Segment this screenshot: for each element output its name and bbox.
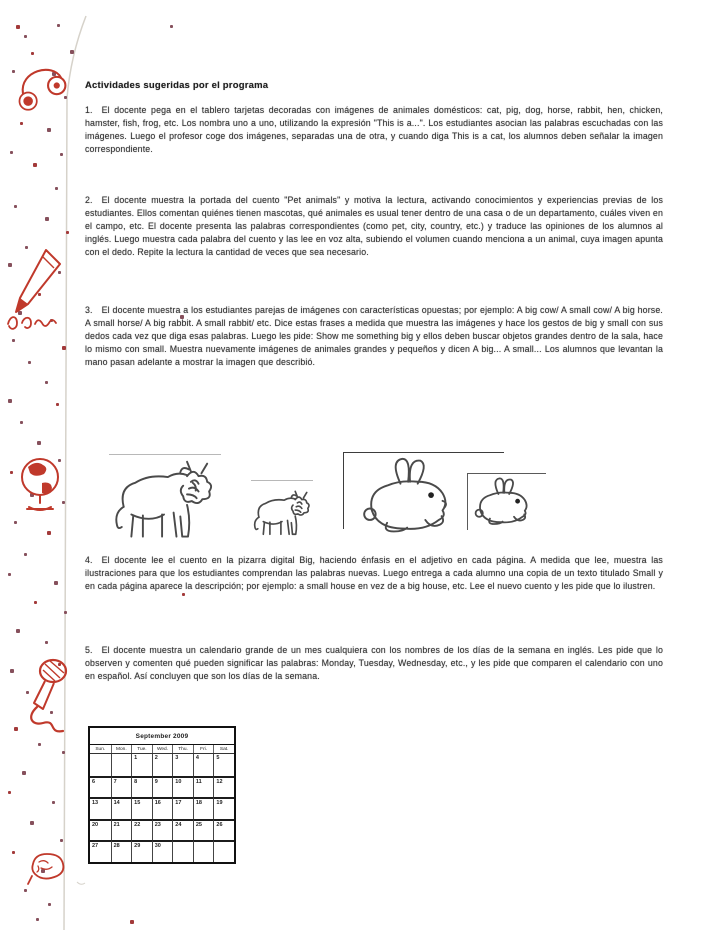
calendar-cell: 18 (193, 797, 214, 819)
calendar-title: September 2009 (90, 728, 234, 745)
calendar-cell: 20 (90, 819, 111, 841)
activity-paragraph-1 (85, 104, 663, 156)
calendar-cell: 14 (111, 797, 132, 819)
animal-figures-row (85, 440, 670, 552)
red-dot (30, 821, 34, 825)
headphones-icon (16, 58, 68, 120)
calendar-cell: 13 (90, 797, 111, 819)
calendar-day-header: Sat. (213, 745, 234, 753)
calendar-cell: 8 (131, 776, 152, 798)
small-cow-image (251, 480, 313, 547)
calendar-cell: 24 (172, 819, 193, 841)
calendar-cell (111, 754, 132, 776)
red-dot (24, 35, 27, 38)
calendar-day-header: Thu. (172, 745, 193, 753)
red-dot (64, 611, 67, 614)
red-dot (34, 601, 37, 604)
red-dot (56, 403, 59, 406)
calendar-cell: 7 (111, 776, 132, 798)
calendar-cell: 5 (213, 754, 234, 776)
red-dot (16, 25, 20, 29)
red-dot (47, 128, 51, 132)
calendar-day-header: Mon. (111, 745, 132, 753)
microphone-icon (18, 656, 72, 738)
calendar-cell: 29 (131, 840, 152, 862)
calendar-day-header: Wed. (152, 745, 173, 753)
calendar-day-header: Fri. (193, 745, 214, 753)
big-cow-image (109, 454, 221, 551)
red-dot (66, 231, 69, 234)
calendar-day-header: Tue. (131, 745, 152, 753)
activity-paragraph-4 (85, 554, 663, 593)
red-dot (60, 153, 63, 156)
red-dot (45, 381, 48, 384)
calendar-cell: 19 (213, 797, 234, 819)
activity-number: 3. (85, 305, 93, 315)
activity-text: El docente lee el cuento en la pizarra digital Big, haciendo énfasis en el adjetivo en cada página. A medida que lee, muestra las ilustraciones para que los estudiantes comprendan las palabras nuevas. Luego entrega a cada alumno una copia de un texto titulado Small y en cada página aparece la descripción; por ejemplo: a small house en vez de a big house, etc. Lee el nuevo cuento y les pide que lo ilustren. (85, 555, 663, 591)
red-dot (12, 851, 15, 854)
activity-paragraph-5 (85, 644, 663, 683)
red-dot (20, 122, 23, 125)
pencil-icon (4, 242, 64, 334)
calendar-cell: 12 (213, 776, 234, 798)
red-dot (55, 187, 58, 190)
calendar-cell: 26 (213, 819, 234, 841)
red-dot (48, 903, 51, 906)
red-dot (22, 771, 26, 775)
red-dot (37, 441, 41, 445)
red-dot (170, 25, 173, 28)
calendar-day-row (90, 745, 234, 754)
calendar-cell: 27 (90, 840, 111, 862)
red-dot (70, 50, 74, 54)
red-dot (54, 581, 58, 585)
calendar-cell: 11 (193, 776, 214, 798)
calendar-cell: 15 (131, 797, 152, 819)
red-dot (31, 52, 34, 55)
activity-number: 4. (85, 555, 93, 565)
calendar-cell (172, 840, 193, 862)
calendar-cell: 9 (152, 776, 173, 798)
activity-text: El docente pega en el tablero tarjetas decoradas con imágenes de animales domésticos: cat, pig, dog, horse, rabbit, hen, chicken, hamster, fish, frog, etc. Los nombra uno a uno, utilizando la expresión "This is a...". Los estudiantes asocian las palabras escuchadas con las imágenes. Luego el profesor coge dos imágenes, separadas una de otra, y cuando diga This is a cat, los alumnos deben señalar la imagen correspondiente. (85, 105, 663, 154)
calendar-cell: 4 (193, 754, 214, 776)
red-dot (62, 346, 66, 350)
red-dot (10, 669, 14, 673)
calendar-cell: 25 (193, 819, 214, 841)
red-dot (33, 163, 37, 167)
red-dot (36, 918, 39, 921)
calendar-grid (90, 754, 234, 862)
red-dot (10, 471, 13, 474)
red-dot (24, 553, 27, 556)
red-dot (20, 421, 23, 424)
activity-paragraph-2 (85, 194, 663, 259)
calendar-cell: 16 (152, 797, 173, 819)
red-dot (14, 205, 17, 208)
calendar-cell: 28 (111, 840, 132, 862)
red-dot (38, 743, 41, 746)
red-dot (52, 801, 55, 804)
red-dot (14, 521, 17, 524)
red-dot (62, 501, 65, 504)
red-dot (8, 791, 11, 794)
red-dot (12, 70, 15, 73)
calendar-cell: 10 (172, 776, 193, 798)
small-rabbit-image (467, 473, 546, 530)
globe-icon (18, 452, 62, 514)
calendar-cell: 22 (131, 819, 152, 841)
calendar (88, 726, 236, 864)
activity-number: 5. (85, 645, 93, 655)
red-dot (12, 339, 15, 342)
red-dot (28, 361, 31, 364)
calendar-cell: 30 (152, 840, 173, 862)
red-dot (45, 217, 49, 221)
red-dot (10, 151, 13, 154)
calendar-cell: 21 (111, 819, 132, 841)
calendar-cell: 3 (172, 754, 193, 776)
page-title: Actividades sugeridas por el programa (85, 80, 269, 92)
calendar-cell: 17 (172, 797, 193, 819)
calendar-cell (90, 754, 111, 776)
red-dot (47, 531, 51, 535)
red-dot (8, 399, 12, 403)
calendar-cell: 23 (152, 819, 173, 841)
activity-number: 2. (85, 195, 93, 205)
red-dot (62, 751, 65, 754)
red-dot (8, 573, 11, 576)
red-dot (57, 24, 60, 27)
calendar-day-header: Sun. (95, 747, 106, 752)
calendar-cell (193, 840, 214, 862)
activity-number: 1. (85, 105, 93, 115)
calendar-cell (213, 840, 234, 862)
calendar-cell: 1 (131, 754, 152, 776)
whistle-icon (24, 846, 66, 894)
red-dot (130, 920, 134, 924)
red-dot (16, 629, 20, 633)
activity-text: El docente muestra a los estudiantes parejas de imágenes con características opuestas; por ejemplo: A big cow/ A small cow/ A big horse. A small horse/ A big rabbit. A small rabbit/ etc. Dice estas frases a medida que muestra las imágenes y hace los gestos de big y small con sus dedos cada vez que diga esas palabras. Luego les pide: Show me something big y ellos deben buscar objetos grandes dentro de la sala, hace lo mismo con small. Muestra nuevamente imágenes de animales grandes y pequeños y dicen A big... A small... Los alumnos que levantan la mano pasan adelante a mostrar la imagen que describió. (85, 305, 663, 367)
activity-paragraph-3 (85, 304, 663, 369)
calendar-cell: 6 (90, 776, 111, 798)
activity-text: El docente muestra un calendario grande de un mes cualquiera con los nombres de los días de la semana en inglés. Les pide que lo observen y comenten qué pueden significar las palabras: Monday, Tuesday, Wednesday, etc., y les pide que comparen el calendario con uno en español. Así concluyen que son los días de la semana. (85, 645, 663, 681)
red-dot (60, 839, 63, 842)
red-dot (45, 641, 48, 644)
calendar-cell: 2 (152, 754, 173, 776)
red-dot (182, 593, 185, 596)
activity-text: El docente muestra la portada del cuento "Pet animals" y motiva la lectura, activando conocimientos y experiencias previas de los estudiantes. Ellos comentan quiénes tienen mascotas, qué animales es usual tener dentro de una casa o de un departamento, cuáles viven en el campo, etc. El docente presenta las palabras correspondientes (como pet, city, country, etc.) y traduce las opiniones de los alumnos al inglés. Luego muestra cada palabra del cuento y las lee en voz alta, subiendo el volumen cuando menciona a un animal, cuya imagen apunta con el dedo. Repite la lectura la cantidad de veces que sea necesario. (85, 195, 663, 257)
